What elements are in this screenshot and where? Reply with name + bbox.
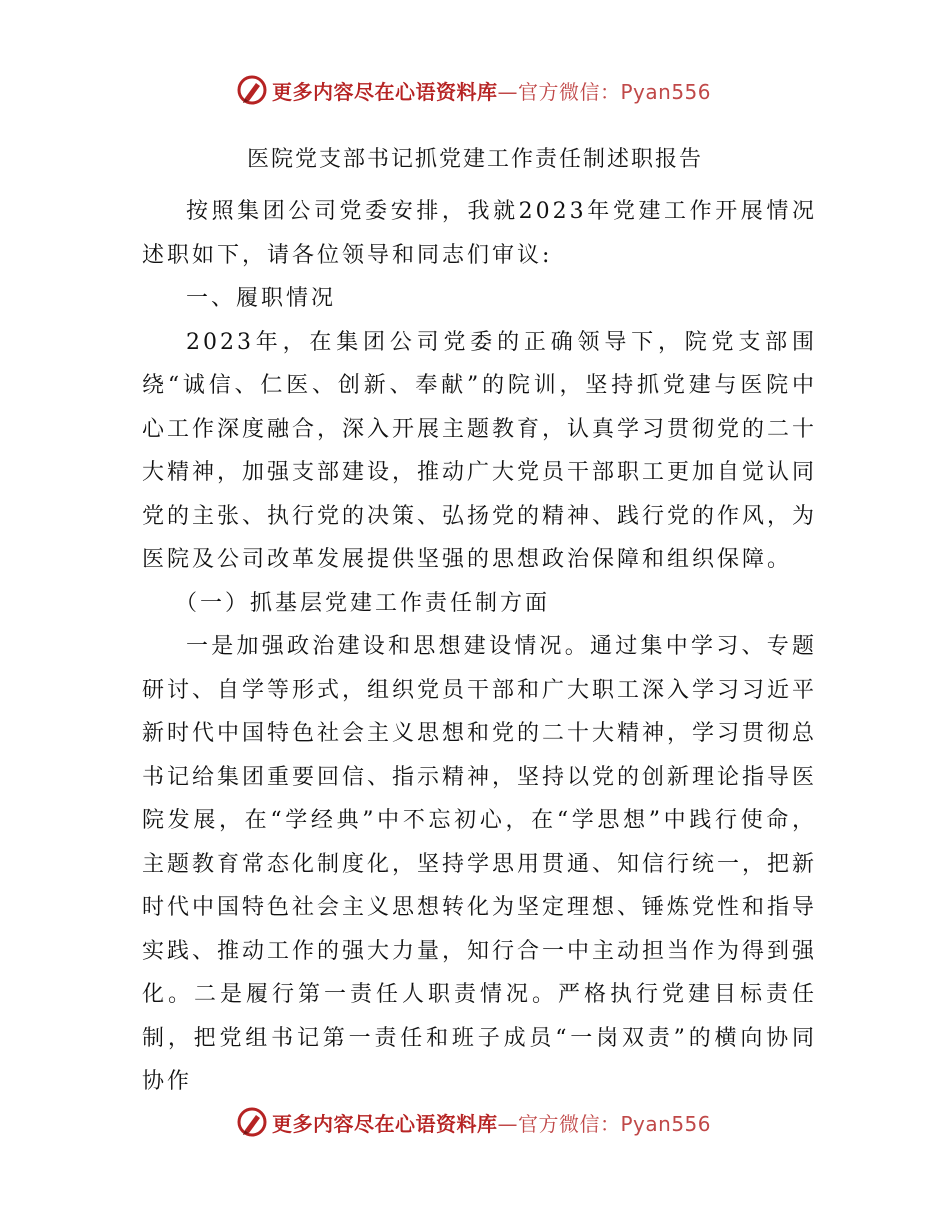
footer-watermark-banner [236,1102,716,1142]
banner-sub-text: —官方微信：Pyan556 [497,1111,712,1136]
banner-sub-text: —官方微信：Pyan556 [497,79,712,104]
body-paragraph: 2023年，在集团公司党委的正确领导下，院党支部围绕“诚信、仁医、创新、奉献”的院训，坚持抓党建与医院中心工作深度融合，深入开展主题教育，认真学习贯彻党的二十大精神，加强支部建设，推动广大党员干部职工更加自觉认同党的主张、执行党的决策、弘扬党的精神、践行党的作风，为医院及公司改革发展提供坚强的思想政治保障和组织保障。 [142,329,818,572]
banner-main-text: 更多内容尽在心语资料库 [272,1111,498,1136]
header-watermark-banner [236,70,716,110]
body-paragraph: 一是加强政治建设和思想建设情况。通过集中学习、专题研讨、自学等形式，组织党员干部和广大职工深入学习习近平新时代中国特色社会主义思想和党的二十大精神，学习贯彻总书记给集团重要回信、指示精神，坚持以党的创新理论指导医院发展，在“学经典”中不忘初心，在“学思想”中践行使命，主题教育常态化制度化，坚持学思用贯通、知信行统一，把新时代中国特色社会主义思想转化为坚定理想、锤炼党性和指导实践、推动工作的强大力量，知行合一中主动担当作为得到强化。二是履行第一责任人职责情况。严格执行党建目标责任制，把党组书记第一责任和班子成员“一岗双责”的横向协同协作 [142,634,818,1094]
pen-logo-icon [236,74,268,106]
document-body [142,190,817,1104]
pen-logo-icon [236,1106,268,1138]
document-title: 医院党支部书记抓党建工作责任制述职报告 [246,147,703,172]
banner-text [272,76,711,105]
subsection-heading: （一）抓基层党建工作责任制方面 [175,590,551,616]
section-heading: 一、履职情况 [186,286,337,311]
banner-text [272,1108,711,1137]
banner-main-text: 更多内容尽在心语资料库 [272,79,498,104]
body-paragraph: 按照集团公司党委安排，我就2023年党建工作开展情况述职如下，请各位领导和同志们审议: [142,199,817,268]
